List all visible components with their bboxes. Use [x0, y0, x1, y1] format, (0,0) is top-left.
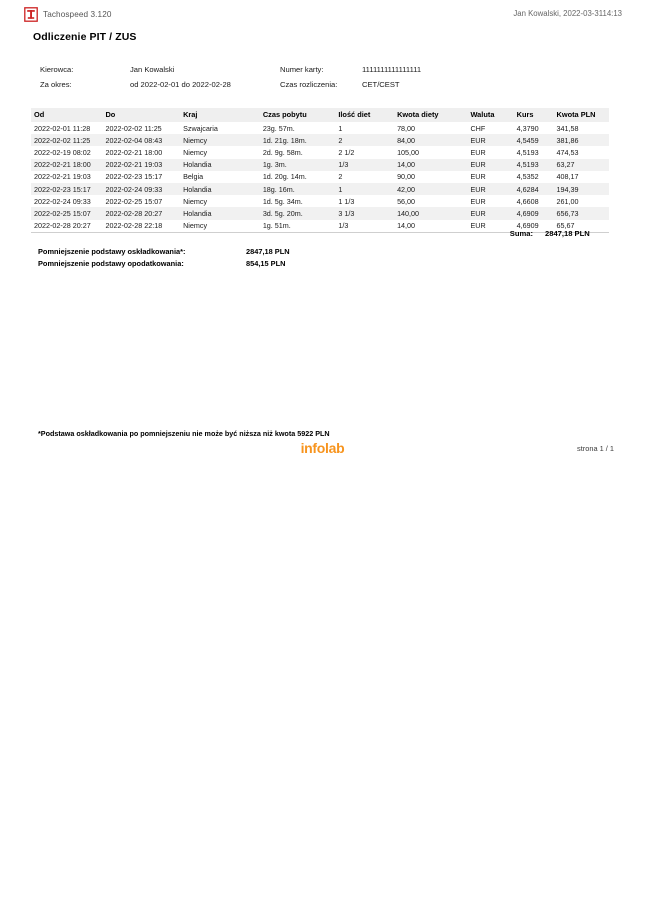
sum-row	[31, 229, 609, 238]
cell-od: 2022-02-19 08:02	[34, 147, 91, 157]
cell-do: 2022-02-24 09:33	[105, 184, 163, 194]
table-row	[31, 159, 609, 171]
infolab-logo: infolab	[300, 440, 345, 456]
cell-pln: 65,67	[556, 220, 609, 233]
cell-ilosc: 1	[338, 184, 343, 194]
column-header-waluta: Waluta	[470, 108, 516, 122]
period-value: od 2022-02-01 do 2022-02-28	[130, 80, 231, 89]
sum-label: Suma:	[509, 229, 533, 238]
card-number-label: Numer karty:	[280, 65, 324, 74]
page-title: Odliczenie PIT / ZUS	[33, 31, 137, 43]
cell-kurs: 4,5193	[516, 160, 539, 170]
cell-czas: 1d. 21g. 18m.	[262, 135, 307, 145]
cell-do: 2022-02-02 11:25	[105, 123, 162, 133]
column-header-ilosc-diet: Ilość diet	[338, 108, 397, 122]
meta-row-period	[40, 80, 600, 95]
cell-do: 2022-02-25 15:07	[105, 196, 163, 206]
meta-row-driver	[40, 65, 600, 80]
cell-czas: 1g. 51m.	[263, 220, 339, 233]
cell-kurs: 4,6909	[517, 220, 557, 233]
cell-kraj: Belgia	[183, 172, 204, 182]
allowances-table	[31, 108, 609, 233]
table-row	[31, 207, 609, 219]
column-header-kraj: Kraj	[183, 108, 263, 122]
cell-do: 2022-02-23 15:17	[105, 172, 163, 182]
cell-kwota: 105,00	[397, 147, 420, 157]
cell-ilosc: 2 1/2	[338, 147, 355, 157]
cell-do: 2022-02-28 20:27	[105, 208, 163, 218]
table-row	[31, 146, 609, 158]
cell-waluta: EUR	[470, 135, 486, 145]
totals-row-social	[38, 247, 290, 259]
cell-ilosc: 1	[338, 123, 343, 133]
app-topbar	[0, 0, 645, 28]
cell-kraj: Niemcy	[183, 135, 208, 145]
footnote: *Podstawa oskładkowania po pomniejszeniu nie może być niższa niż kwota 5922 PLN	[38, 429, 330, 438]
cell-kraj: Holandia	[183, 160, 212, 170]
social-base-label: Pomniejszenie podstawy oskładkowania*:	[38, 247, 186, 256]
cell-ilosc: 2	[338, 135, 343, 145]
cell-czas: 1d. 5g. 34m.	[262, 196, 303, 206]
tachospeed-logo-icon	[24, 7, 38, 22]
cell-kurs: 4,3790	[516, 123, 539, 133]
cell-czas: 1g. 3m.	[262, 160, 287, 170]
brand-name: Tachospeed 3.120	[43, 10, 112, 19]
cell-do: 2022-02-21 19:03	[105, 160, 163, 170]
report-meta	[40, 65, 600, 95]
cell-waluta: EUR	[470, 196, 486, 206]
cell-kwota: 84,00	[397, 135, 416, 145]
column-header-kurs: Kurs	[517, 108, 557, 122]
column-header-kwota-diety: Kwota diety	[397, 108, 470, 122]
cell-pln: 656,73	[556, 208, 579, 218]
cell-pln: 381,86	[556, 135, 579, 145]
page-indicator: strona 1 / 1	[577, 444, 614, 453]
cell-kraj: Szwajcaria	[183, 123, 218, 133]
cell-do: 2022-02-04 08:43	[105, 135, 163, 145]
table-row	[31, 122, 609, 134]
table-row	[31, 183, 609, 195]
cell-kwota: 140,00	[397, 208, 420, 218]
cell-od: 2022-02-21 19:03	[34, 172, 91, 182]
tax-base-value: 854,15 PLN	[246, 259, 286, 268]
cell-kraj: Niemcy	[183, 220, 263, 233]
cell-waluta: CHF	[470, 123, 486, 133]
cell-kurs: 4,5352	[516, 172, 539, 182]
cell-ilosc: 3 1/3	[338, 208, 355, 218]
cell-kraj: Holandia	[183, 208, 212, 218]
cell-pln: 474,53	[556, 147, 579, 157]
table-head	[31, 108, 609, 122]
table-row	[31, 134, 609, 146]
column-header-do: Do	[105, 108, 183, 122]
allowances-table-container	[31, 108, 609, 233]
cell-kwota: 78,00	[397, 123, 416, 133]
cell-kraj: Niemcy	[183, 196, 208, 206]
cell-czas: 2d. 9g. 58m.	[262, 147, 303, 157]
totals-block	[38, 247, 290, 271]
cell-waluta: EUR	[470, 147, 486, 157]
cell-kraj: Holandia	[183, 184, 212, 194]
cell-kwota: 56,00	[397, 196, 416, 206]
cell-pln: 341,58	[556, 123, 579, 133]
cell-do: 2022-02-28 22:18	[105, 220, 183, 233]
cell-kurs: 4,6608	[516, 196, 539, 206]
table-body	[31, 122, 609, 232]
column-header-czas-pobytu: Czas pobytu	[263, 108, 339, 122]
cell-czas: 18g. 16m.	[262, 184, 295, 194]
cell-kwota: 90,00	[397, 172, 416, 182]
cell-kwota: 14,00	[397, 220, 470, 233]
tax-base-label: Pomniejszenie podstawy opodatkowania:	[38, 259, 184, 268]
totals-row-tax	[38, 259, 290, 271]
table-header-row	[31, 108, 609, 122]
cell-waluta: EUR	[470, 208, 486, 218]
column-header-kwota-pln: Kwota PLN	[556, 108, 609, 122]
cell-ilosc: 1/3	[338, 160, 349, 170]
cell-od: 2022-02-28 20:27	[31, 220, 105, 233]
driver-label: Kierowca:	[40, 65, 74, 74]
cell-czas: 3d. 5g. 20m.	[262, 208, 303, 218]
social-base-value: 2847,18 PLN	[246, 247, 290, 256]
timezone-value: CET/CEST	[362, 80, 400, 89]
column-header-od: Od	[31, 108, 105, 122]
cell-kurs: 4,6284	[516, 184, 539, 194]
cell-czas: 23g. 57m.	[262, 123, 295, 133]
cell-waluta: EUR	[470, 184, 486, 194]
timezone-label: Czas rozliczenia:	[280, 80, 338, 89]
cell-czas: 1d. 20g. 14m.	[262, 172, 307, 182]
cell-pln: 261,00	[556, 196, 579, 206]
cell-od: 2022-02-21 18:00	[34, 160, 91, 170]
card-number-value: 1111111111111111	[362, 65, 422, 74]
cell-ilosc: 1/3	[338, 220, 397, 233]
brand	[24, 7, 112, 22]
cell-kurs: 4,5193	[516, 147, 539, 157]
cell-ilosc: 2	[338, 172, 343, 182]
cell-waluta: EUR	[470, 220, 516, 233]
cell-od: 2022-02-23 15:17	[34, 184, 91, 194]
table-row	[31, 171, 609, 183]
cell-kraj: Niemcy	[183, 147, 208, 157]
user-timestamp: Jan Kowalski, 2022-03-3114:13	[513, 9, 622, 18]
table-row	[31, 195, 609, 207]
cell-do: 2022-02-21 18:00	[105, 147, 163, 157]
cell-pln: 408,17	[556, 172, 579, 182]
cell-od: 2022-02-24 09:33	[34, 196, 91, 206]
cell-waluta: EUR	[470, 160, 486, 170]
cell-od: 2022-02-25 15:07	[34, 208, 91, 218]
sum-value: 2847,18 PLN	[545, 229, 590, 238]
driver-value: Jan Kowalski	[130, 65, 175, 74]
cell-waluta: EUR	[470, 172, 486, 182]
cell-pln: 194,39	[556, 184, 579, 194]
cell-ilosc: 1 1/3	[338, 196, 355, 206]
cell-kurs: 4,6909	[516, 208, 539, 218]
cell-pln: 63,27	[556, 160, 575, 170]
cell-kwota: 14,00	[397, 160, 416, 170]
period-label: Za okres:	[40, 80, 72, 89]
cell-kwota: 42,00	[397, 184, 416, 194]
cell-od: 2022-02-02 11:25	[34, 135, 91, 145]
cell-od: 2022-02-01 11:28	[34, 123, 91, 133]
cell-kurs: 4,5459	[516, 135, 539, 145]
